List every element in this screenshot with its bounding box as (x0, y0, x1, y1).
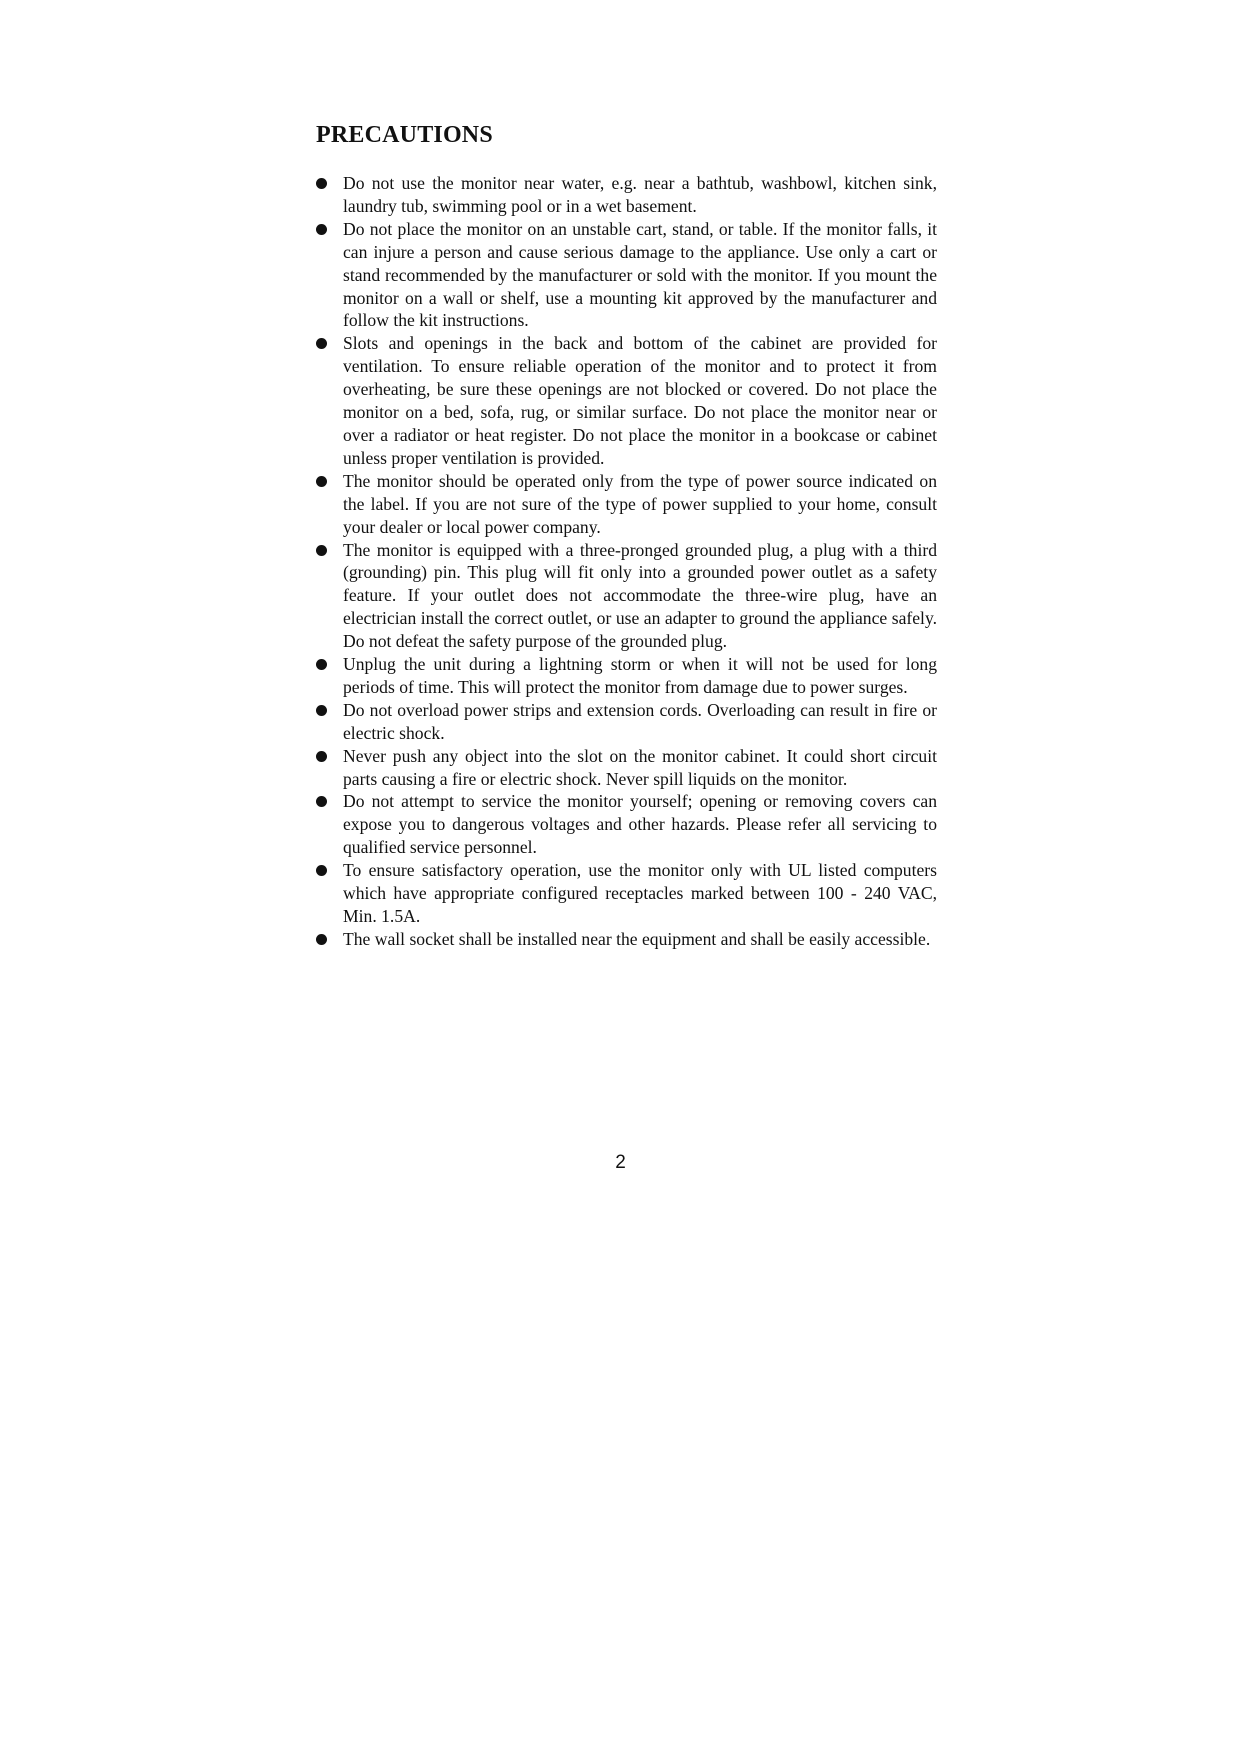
list-item (316, 790, 937, 859)
bullet-icon (316, 751, 327, 762)
list-item-text: Do not use the monitor near water, e.g. near a bathtub, washbowl, kitchen sink, laundry tub, swimming pool or in a wet basement. (343, 173, 937, 216)
list-item-text: Do not place the monitor on an unstable cart, stand, or table. If the monitor falls, it can injure a person and cause serious damage to the appliance. Use only a cart or stand recommended by the manufacturer or sold with the monitor. If you mount the monitor on a wall or shelf, use a mounting kit approved by the manufacturer and follow the kit instructions. (343, 218, 937, 331)
bullet-icon (316, 178, 327, 189)
list-item (316, 218, 937, 333)
bullet-icon (316, 865, 327, 876)
bullet-icon (316, 476, 327, 487)
list-item (316, 470, 937, 539)
list-item-text: Do not overload power strips and extension cords. Overloading can result in fire or electric shock. (343, 699, 937, 743)
list-item (316, 172, 937, 218)
bullet-icon (316, 934, 327, 945)
bullet-icon (316, 545, 327, 556)
precautions-list (316, 172, 937, 951)
bullet-icon (316, 705, 327, 716)
bullet-icon (316, 796, 327, 807)
list-item-text: The monitor is equipped with a three-pronged grounded plug, a plug with a third (grounding) pin. This plug will fit only into a grounded power outlet as a safety feature. If your outlet does not accommodate the three-wire plug, have an electrician install the correct outlet, or use an adapter to ground the appliance safely. Do not defeat the safety purpose of the grounded plug. (343, 539, 937, 652)
list-item (316, 699, 937, 745)
list-item-text: The monitor should be operated only from the type of power source indicated on the label. If you are not sure of the type of power supplied to your home, consult your dealer or local power company. (343, 470, 937, 537)
list-item-text: Slots and openings in the back and bottom of the cabinet are provided for ventilation. To ensure reliable operation of the monitor and to protect it from overheating, be sure these openings are not blocked or covered. Do not place the monitor on a bed, sofa, rug, or similar surface. Do not place the monitor near or over a radiator or heat register. Do not place the monitor in a bookcase or cabinet unless proper ventilation is provided. (343, 333, 937, 468)
list-item-text: Do not attempt to service the monitor yourself; opening or removing covers can expose you to dangerous voltages and other hazards. Please refer all servicing to qualified service personnel. (343, 791, 937, 858)
list-item (316, 332, 937, 469)
list-item (316, 653, 937, 699)
list-item-text: Unplug the unit during a lightning storm or when it will not be used for long periods of time. This will protect the monitor from damage due to power surges. (343, 654, 937, 697)
list-item (316, 928, 937, 951)
list-item (316, 745, 937, 791)
page-title: PRECAUTIONS (316, 122, 493, 148)
bullet-icon (316, 659, 327, 670)
bullet-icon (316, 224, 327, 235)
list-item-text: Never push any object into the slot on the monitor cabinet. It could short circuit parts causing a fire or electric shock. Never spill liquids on the monitor. (343, 745, 937, 789)
list-item (316, 859, 937, 928)
list-item-text: To ensure satisfactory operation, use the monitor only with UL listed computers which have appropriate configured receptacles marked between 100 - 240 VAC, Min. 1.5A. (343, 860, 937, 926)
list-item (316, 539, 937, 654)
list-item-text: The wall socket shall be installed near the equipment and shall be easily accessible. (343, 928, 931, 949)
page-number: 2 (615, 1152, 626, 1173)
bullet-icon (316, 338, 327, 349)
